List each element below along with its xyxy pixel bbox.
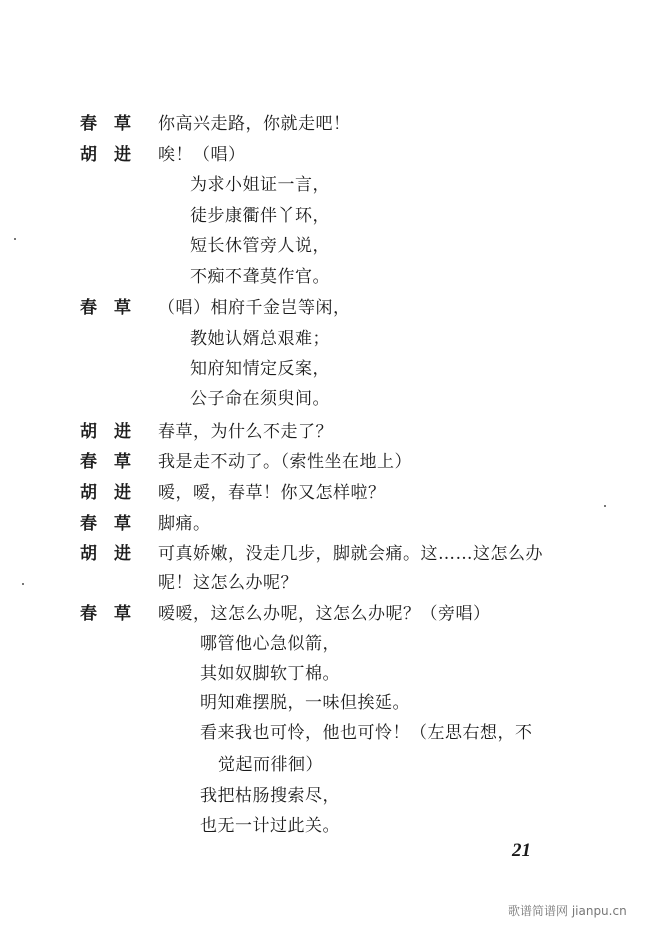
scan-speck: [22, 583, 24, 585]
speaker-label: 胡进: [80, 422, 148, 442]
dialogue-line: 唉！（唱）: [158, 145, 246, 165]
verse-line: 也无一计过此关。: [200, 816, 340, 836]
verse-line: 哪管他心急似箭，: [200, 634, 340, 654]
speaker-label: 春草: [80, 514, 148, 534]
speaker-label: 春草: [80, 114, 148, 134]
dialogue-line: 你高兴走路，你就走吧！: [158, 114, 351, 134]
dialogue-line: 嗳嗳，这怎么办呢，这怎么办呢？（旁唱）: [158, 604, 491, 624]
dialogue-line: 我是走不动了。（索性坐在地上）: [158, 452, 412, 472]
page-number: 21: [512, 840, 531, 861]
verse-line: 明知难摆脱，一味但挨延。: [200, 693, 410, 713]
verse-line: 公子命在须臾间。: [190, 389, 330, 409]
speaker-label: 胡进: [80, 544, 148, 564]
verse-line: 其如奴脚软丁棉。: [200, 664, 340, 684]
dialogue-line: 脚痛。: [158, 514, 211, 534]
scan-speck: [14, 238, 16, 240]
speaker-label: 春草: [80, 298, 148, 318]
speaker-label: 春草: [80, 604, 148, 624]
verse-line: 短长休管旁人说，: [190, 236, 330, 256]
dialogue-line: 春草，为什么不走了？: [158, 422, 333, 442]
speaker-label: 胡进: [80, 483, 148, 503]
verse-line: 不痴不聋莫作官。: [190, 267, 330, 287]
dialogue-line: 嗳，嗳，春草！你又怎样啦？: [158, 483, 386, 503]
speaker-label: 胡进: [80, 145, 148, 165]
verse-line: 我把枯肠搜索尽，: [200, 786, 340, 806]
speaker-label: 春草: [80, 452, 148, 472]
dialogue-line: 呢！这怎么办呢？: [158, 573, 298, 593]
scan-speck: [604, 505, 606, 507]
verse-line: 徒步康衢伴丫环，: [190, 206, 330, 226]
dialogue-line: （唱）相府千金岂等闲，: [158, 298, 351, 318]
watermark-text: 歌谱简谱网 jianpu.cn: [508, 904, 627, 918]
verse-line: 知府知情定反案，: [190, 359, 330, 379]
verse-line: 教她认婿总艰难；: [190, 329, 330, 349]
dialogue-line: 可真娇嫩，没走几步，脚就会痛。这……这怎么办: [158, 544, 543, 564]
verse-line: 为求小姐证一言，: [190, 175, 330, 195]
verse-line: 看来我也可怜，他也可怜！（左思右想，不: [200, 723, 533, 743]
verse-line: 觉起而徘徊）: [218, 755, 323, 775]
